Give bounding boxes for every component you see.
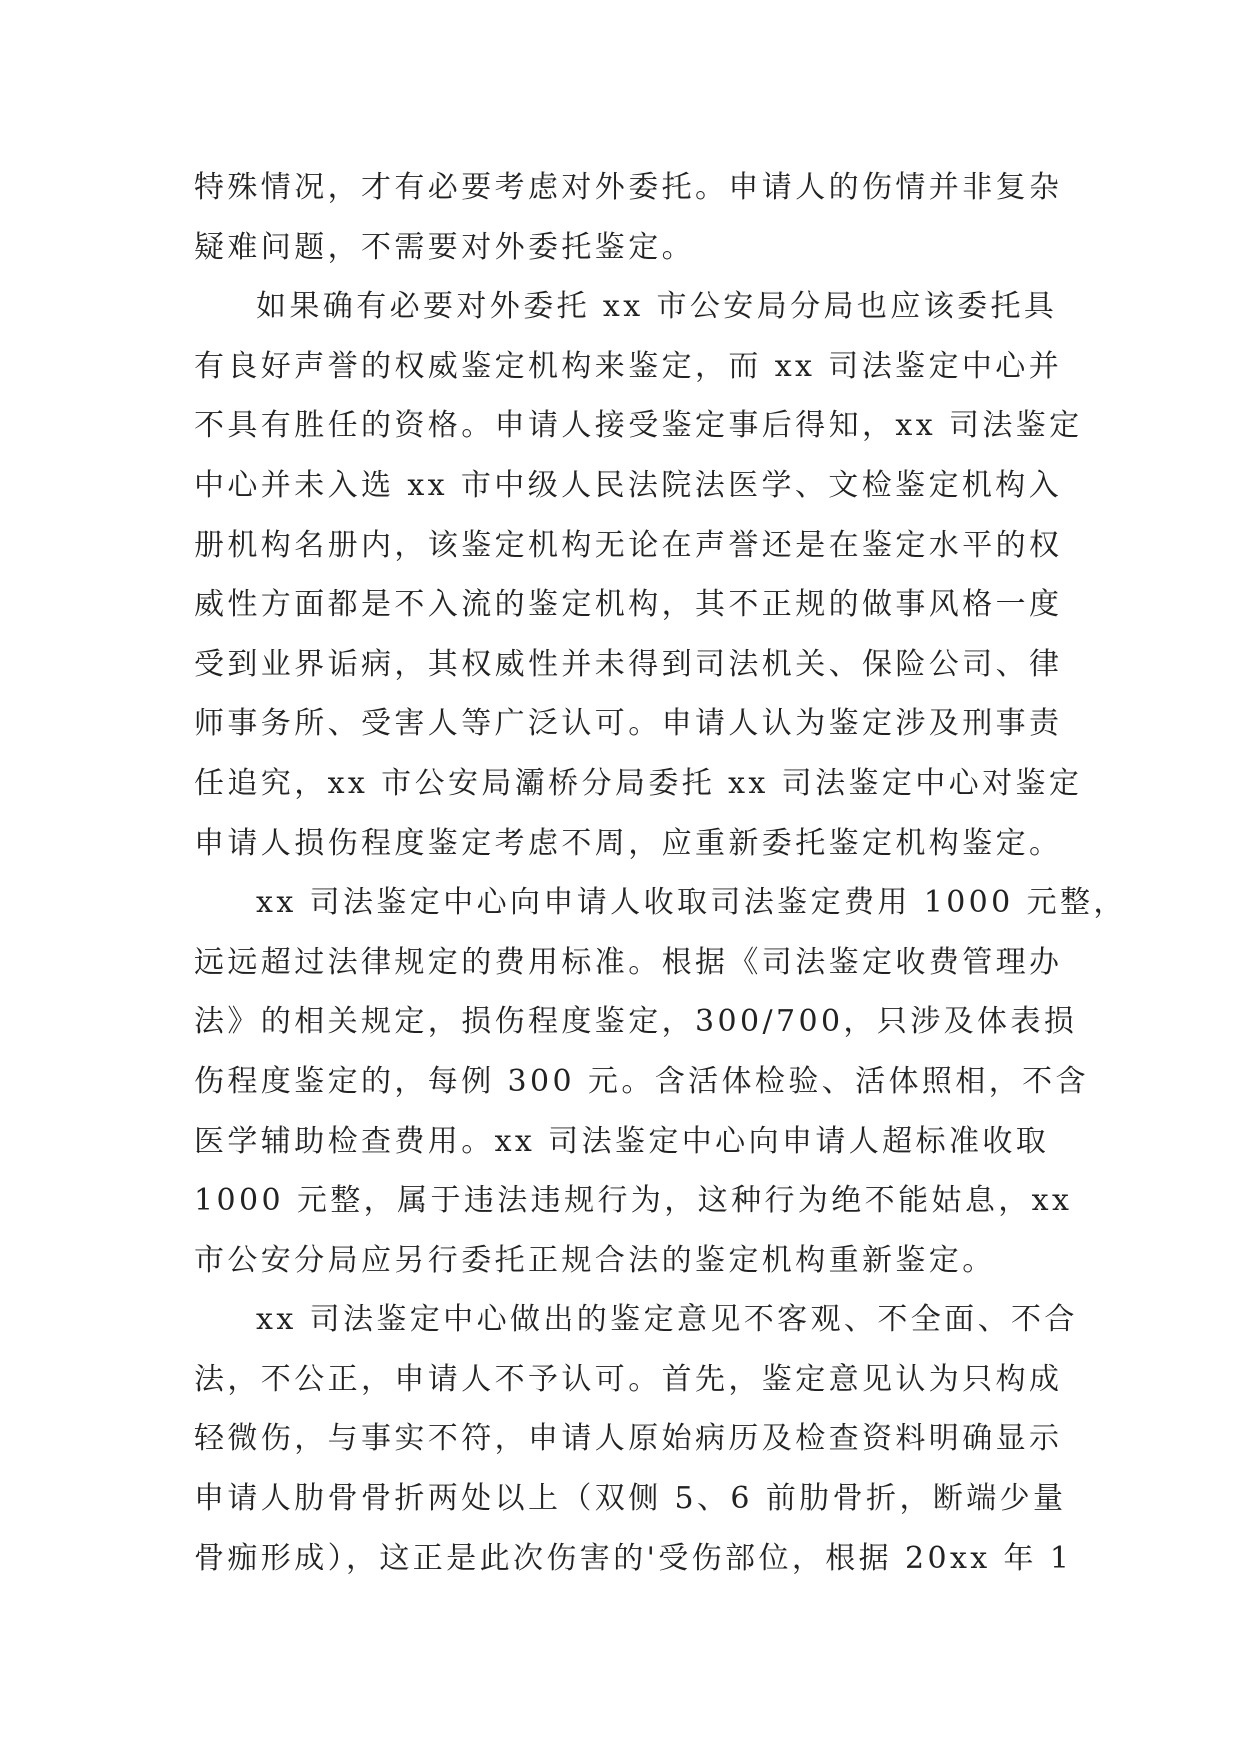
text-line: 特殊情况，才有必要考虑对外委托。申请人的伤情并非复杂	[194, 170, 1063, 205]
text-line: 骨痂形成），这正是此次伤害的'受伤部位，根据 20xx 年 1	[194, 1540, 1073, 1576]
text-line: 申请人损伤程度鉴定考虑不周，应重新委托鉴定机构鉴定。	[194, 825, 1063, 861]
text-line: 申请人肋骨骨折两处以上（双侧 5、6 前肋骨折，断端少量	[194, 1481, 1067, 1517]
text-line: 1000 元整，属于违法违规行为，这种行为绝不能姑息，xx	[194, 1183, 1073, 1219]
text-line: 中心并未入选 xx 市中级人民法院法医学、文检鉴定机构入	[194, 467, 1063, 503]
text-line: 法》的相关规定，损伤程度鉴定，300/700，只涉及体表损	[194, 1004, 1078, 1040]
text-line: 医学辅助检查费用。xx 司法鉴定中心向申请人超标准收取	[194, 1123, 1050, 1159]
text-line: 受到业界诟病，其权威性并未得到司法机关、保险公司、律	[194, 646, 1063, 682]
document-body	[194, 158, 1127, 1588]
text-line: 疑难问题，不需要对外委托鉴定。	[194, 229, 695, 265]
text-line: 伤程度鉴定的，每例 300 元。含活体检验、活体照相，不含	[194, 1063, 1089, 1099]
text-line: 远远超过法律规定的费用标准。根据《司法鉴定收费管理办	[194, 944, 1063, 980]
text-line: 轻微伤，与事实不符，申请人原始病历及检查资料明确显示	[194, 1421, 1063, 1457]
paragraph-first-line: 如果确有必要对外委托 xx 市公安局分局也应该委托具	[256, 289, 1058, 325]
paragraph-first-line: xx 司法鉴定中心做出的鉴定意见不客观、不全面、不合	[256, 1302, 1078, 1338]
text-line: 师事务所、受害人等广泛认可。申请人认为鉴定涉及刑事责	[194, 706, 1063, 742]
text-line: 任追究，xx 市公安局灞桥分局委托 xx 司法鉴定中心对鉴定	[194, 765, 1083, 801]
text-line: 不具有胜任的资格。申请人接受鉴定事后得知，xx 司法鉴定	[194, 408, 1083, 444]
text-line: 法，不公正，申请人不予认可。首先，鉴定意见认为只构成	[194, 1361, 1063, 1397]
paragraph-first-line: xx 司法鉴定中心向申请人收取司法鉴定费用 1000 元整，	[256, 885, 1127, 921]
text-line: 有良好声誉的权威鉴定机构来鉴定，而 xx 司法鉴定中心并	[194, 348, 1063, 384]
text-line: 册机构名册内，该鉴定机构无论在声誉还是在鉴定水平的权	[194, 527, 1063, 563]
text-line: 威性方面都是不入流的鉴定机构，其不正规的做事风格一度	[194, 587, 1063, 623]
text-line: 市公安分局应另行委托正规合法的鉴定机构重新鉴定。	[194, 1242, 996, 1278]
